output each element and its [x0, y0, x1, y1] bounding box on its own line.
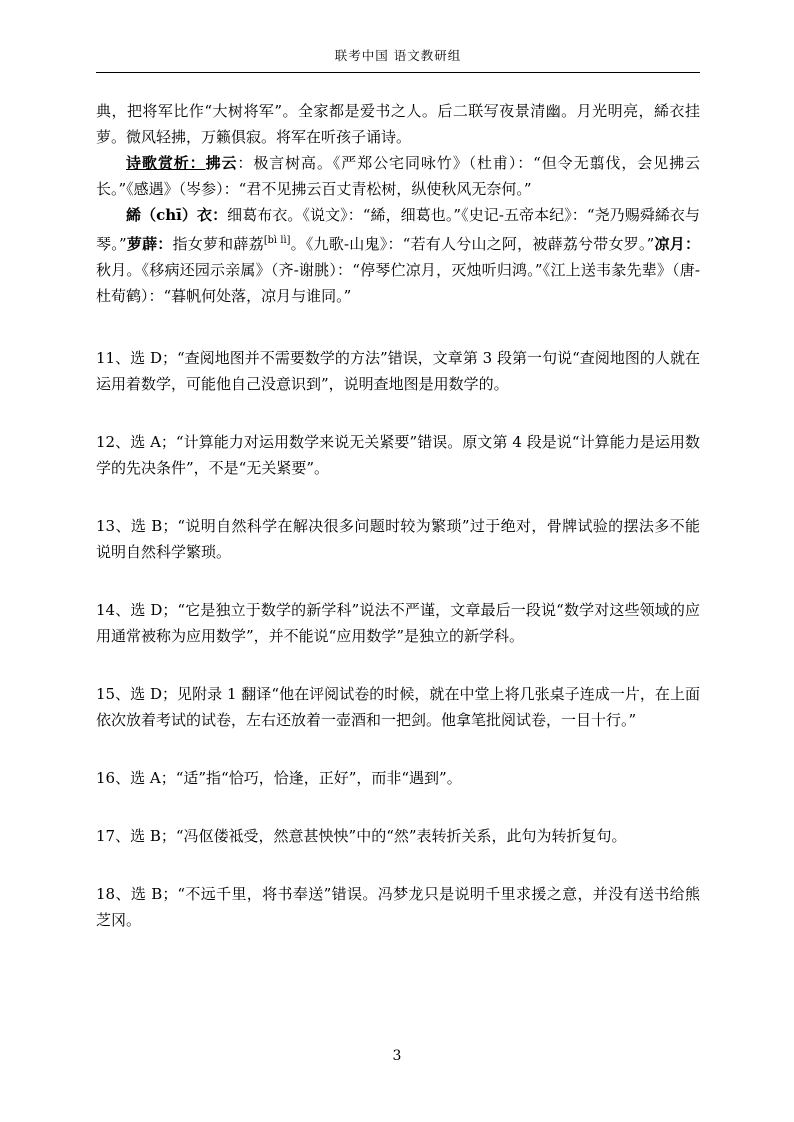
text-segment: 萝薜： [126, 235, 173, 253]
text-segment: 细葛布衣。《说文》：“絺，细葛也。”《史记-五帝本纪》：“尧乃赐舜絺衣与琴。” [96, 206, 700, 253]
answer-item-14 [96, 597, 700, 649]
answer-item-15 [96, 681, 700, 733]
answer-number: 14、 [96, 601, 131, 619]
answer-number: 17、 [96, 827, 131, 845]
text-segment: 典，把将军比作“大树将军”。全家都是爱书之人。后二联写夜景清幽。月光明亮，絺衣挂萝。微风轻拂，万籁俱寂。将军在听孩子诵诗。 [96, 102, 700, 146]
text-segment: 。《九歌-山鬼》：“若有人兮山之阿，被薜荔兮带女罗。” [290, 235, 655, 253]
paragraph [96, 150, 700, 202]
text-segment: ：极言树高。《严郑公宅同咏竹》（杜甫）：“但令无翦伐，会见拂云长。”《感遇》（岑参）：“君不见拂云百丈青松树，纵使秋风无奈何。” [96, 154, 700, 198]
answer-item-18 [96, 881, 700, 933]
page-number: 3 [392, 1048, 402, 1064]
answer-number: 15、 [96, 685, 131, 703]
answer-item-17 [96, 823, 700, 849]
text-segment: [bì lì] [263, 235, 291, 246]
answer-item-13 [96, 513, 700, 565]
answer-text: 选 A；“计算能力对运用数学来说无关紧要”错误。原文第 4 段是说“计算能力是运用数学的先决条件”，不是“无关紧要”。 [96, 433, 700, 477]
answer-item-16 [96, 765, 700, 791]
answer-item-11 [96, 345, 700, 397]
answer-number: 16、 [96, 769, 131, 787]
answer-text: 选 B；“说明自然科学在解决很多问题时较为繁琐”过于绝对，骨牌试验的摆法多不能说明自然科学繁琐。 [96, 517, 700, 561]
text-segment: 絺（chī）衣： [126, 206, 228, 224]
text-segment: 诗歌赏析： [126, 154, 206, 172]
answer-number: 13、 [96, 517, 131, 535]
text-segment: 凉月： [654, 235, 700, 253]
page-footer [0, 1048, 794, 1064]
answer-text: 选 D；见附录 1 翻译“他在评阅试卷的时候，就在中堂上将几张桌子连成一片，在上面依次放着考试的试卷，左右还放着一壶酒和一把剑。他拿笔批阅试卷，一目十行。” [96, 685, 700, 729]
answer-number: 12、 [96, 433, 131, 451]
header-divider [96, 72, 700, 73]
paragraph [96, 202, 700, 309]
header-title: 联考中国 语文教研组 [334, 48, 462, 63]
answer-text: 选 B；“冯伛偻祗受，然意甚怏怏”中的“然”表转折关系，此句为转折复句。 [130, 827, 627, 845]
text-segment: 拂云 [205, 154, 238, 172]
text-segment: 秋月。《移病还园示亲属》（齐-谢朓）：“停琴伫凉月，灭烛听归鸿。”《江上送韦彖先辈》（唐-杜荀鹤）：“暮帆何处落，凉月与谁同。” [96, 261, 700, 305]
answers-list [96, 345, 700, 933]
answer-item-12 [96, 429, 700, 481]
paragraph [96, 98, 700, 150]
answer-number: 11、 [96, 349, 131, 367]
answer-text: 选 D；“它是独立于数学的新学科”说法不严谨，文章最后一段说“数学对这些领域的应用通常被称为应用数学”，并不能说“应用数学”是独立的新学科。 [96, 601, 700, 645]
body-paragraphs [96, 98, 700, 309]
answer-text: 选 A；“适”指“恰巧，恰逢，正好”，而非“遇到”。 [130, 769, 462, 787]
answer-text: 选 D；“查阅地图并不需要数学的方法”错误，文章第 3 段第一句说“查阅地图的人就在运用着数学，可能他自己没意识到”，说明查地图是用数学的。 [96, 349, 700, 393]
document-body [96, 98, 700, 933]
answer-number: 18、 [96, 885, 131, 903]
answer-text: 选 B；“不远千里，将书奉送”错误。冯梦龙只是说明千里求援之意，并没有送书给熊芝冈。 [96, 885, 700, 929]
page-header [96, 46, 700, 73]
text-segment: 指女萝和薜荔 [172, 235, 264, 253]
